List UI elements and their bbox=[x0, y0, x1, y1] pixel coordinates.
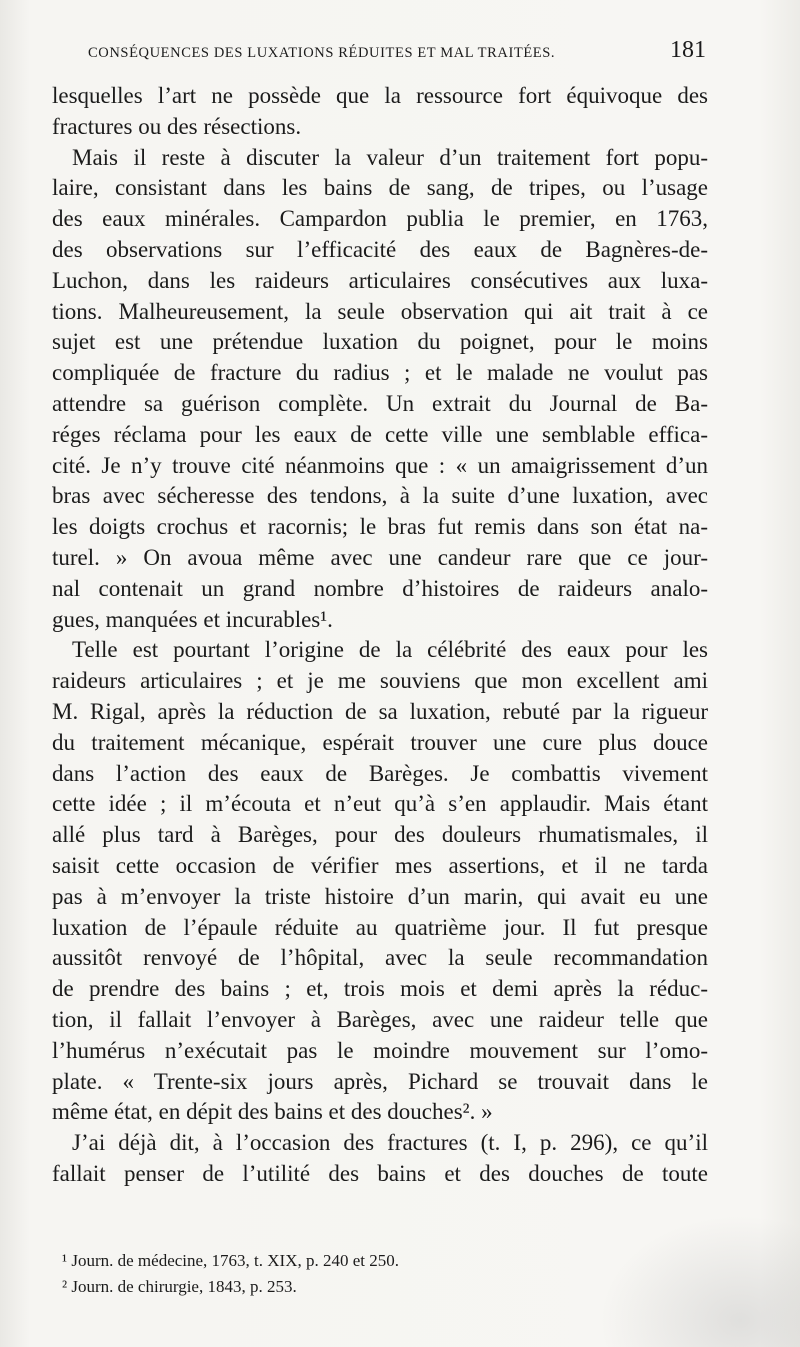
text-line: lesquelles l’art ne possède que la ressource fort équivoque des bbox=[52, 83, 708, 108]
text-line: même état, en dépit des bains et des douches². » bbox=[52, 1099, 493, 1125]
text-line: tions. Malheureusement, la seule observation qui ait trait à ce bbox=[52, 298, 708, 324]
text-line: Telle est pourtant l’origine de la célébrité des eaux pour les bbox=[72, 637, 708, 663]
text-line: Luchon, dans les raideurs articulaires consécutives aux luxa- bbox=[52, 267, 708, 293]
text-line: cité. Je n’y trouve cité néanmoins que : « un amaigrissement d’un bbox=[52, 452, 708, 478]
text-line: l’humérus n’exécutait pas le moindre mouvement sur l’omo- bbox=[52, 1037, 708, 1063]
text-line: nal contenait un grand nombre d’histoires de raideurs analo- bbox=[52, 575, 708, 601]
footnote: ¹ Journ. de médecine, 1763, t. XIX, p. 240 et 250. bbox=[62, 1251, 400, 1270]
paper-bleed-stain bbox=[600, 1215, 800, 1347]
running-title: CONSÉQUENCES DES LUXATIONS RÉDUITES ET MAL TRAITÉES. bbox=[88, 45, 556, 61]
text-line: allé plus tard à Barèges, pour des douleurs rhumatismales, il bbox=[52, 822, 708, 848]
text-line: sujet est une prétendue luxation du poignet, pour le moins bbox=[52, 329, 708, 355]
text-line: Mais il reste à discuter la valeur d’un traitement fort popu- bbox=[72, 144, 708, 170]
text-line: compliquée de fracture du radius ; et le malade ne voulut pas bbox=[52, 360, 708, 386]
text-line: fallait penser de l’utilité des bains et des douches de toute bbox=[52, 1160, 708, 1186]
text-line: M. Rigal, après la réduction de sa luxation, rebuté par la rigueur bbox=[52, 698, 708, 724]
text-line: du traitement mécanique, espérait trouver une cure plus douce bbox=[52, 729, 708, 755]
footnotes bbox=[62, 1248, 622, 1300]
text-line: plate. « Trente-six jours après, Pichard se trouvait dans le bbox=[52, 1068, 708, 1094]
text-line: les doigts crochus et racornis; le bras fut remis dans son état na- bbox=[52, 514, 708, 540]
text-line: attendre sa guérison complète. Un extrait du Journal de Ba- bbox=[52, 390, 708, 416]
text-line: fractures ou des résections. bbox=[52, 113, 302, 139]
text-line: J’ai déjà dit, à l’occasion des fractures (t. I, p. 296), ce qu’il bbox=[72, 1130, 708, 1156]
text-line: aussitôt renvoyé de l’hôpital, avec la seule recommandation bbox=[52, 945, 708, 971]
text-line: laire, consistant dans les bains de sang, de tripes, ou l’usage bbox=[52, 175, 708, 201]
page-number: 181 bbox=[670, 37, 706, 63]
text-line: réges réclama pour les eaux de cette ville une semblable effica- bbox=[52, 421, 708, 447]
text-line: cette idée ; il m’écouta et n’eut qu’à s’en applaudir. Mais étant bbox=[52, 791, 708, 817]
text-line: tion, il fallait l’envoyer à Barèges, avec une raideur telle que bbox=[52, 1006, 708, 1032]
text-line: gues, manquées et incurables¹. bbox=[52, 606, 333, 632]
text-line: de prendre des bains ; et, trois mois et demi après la réduc- bbox=[52, 976, 708, 1002]
page-header bbox=[88, 37, 706, 73]
text-line: dans l’action des eaux de Barèges. Je combattis vivement bbox=[52, 760, 708, 786]
text-line: des observations sur l’efficacité des eaux de Bagnères-de- bbox=[52, 236, 708, 262]
body-text bbox=[52, 81, 708, 1190]
text-line: turel. » On avoua même avec une candeur rare que ce jour- bbox=[52, 544, 708, 570]
text-line: des eaux minérales. Campardon publia le premier, en 1763, bbox=[52, 206, 708, 232]
text-line: luxation de l’épaule réduite au quatrième jour. Il fut presque bbox=[52, 914, 708, 940]
text-line: raideurs articulaires ; et je me souviens que mon excellent ami bbox=[52, 668, 708, 694]
text-line: bras avec sécheresse des tendons, à la suite d’une luxation, avec bbox=[52, 483, 708, 509]
text-line: saisit cette occasion de vérifier mes assertions, et il ne tarda bbox=[52, 852, 708, 878]
footnote: ² Journ. de chirurgie, 1843, p. 253. bbox=[62, 1277, 297, 1296]
text-line: pas à m’envoyer la triste histoire d’un marin, qui avait eu une bbox=[52, 883, 708, 909]
